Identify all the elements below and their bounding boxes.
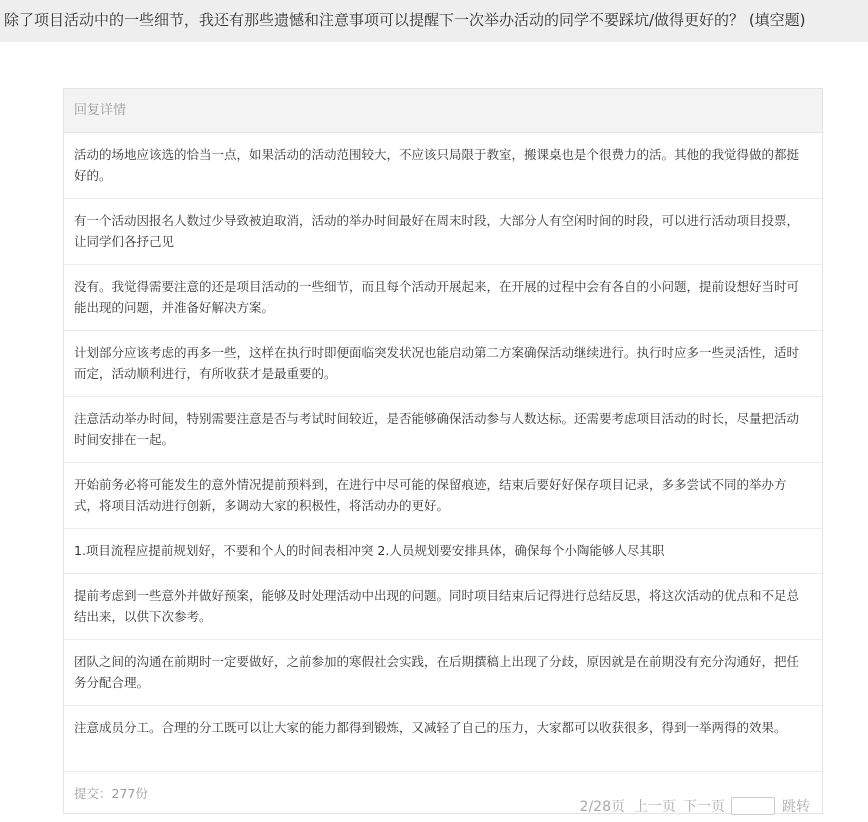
panel-title: 回复详情: [64, 89, 822, 133]
page-indicator: 2/28页: [579, 799, 625, 815]
panel-footer: [64, 772, 822, 816]
next-page-link[interactable]: 下一页: [683, 799, 725, 815]
reply-item: 团队之间的沟通在前期时一定要做好，之前参加的寒假社会实践，在后期撰稿上出现了分歧，原因就是在前期没有充分沟通好，把任务分配合理。: [64, 640, 822, 706]
submission-count: 提交：277份: [74, 786, 148, 801]
page-jump-input[interactable]: [731, 797, 775, 815]
reply-item: 有一个活动因报名人数过少导致被迫取消，活动的举办时间最好在周末时段，大部分人有空闲时间的时段，可以进行活动项目投票，让同学们各抒己见: [64, 199, 822, 265]
jump-button[interactable]: 跳转: [782, 799, 810, 815]
reply-item: 注意成员分工。合理的分工既可以让大家的能力都得到锻炼，又减轻了自己的压力，大家都可以收获很多，得到一举两得的效果。: [64, 706, 822, 772]
reply-item: 开始前务必将可能发生的意外情况提前预料到，在进行中尽可能的保留痕迹，结束后要好好保存项目记录，多多尝试不同的举办方式，将项目活动进行创新，多调动大家的积极性，将活动办的更好。: [64, 463, 822, 529]
reply-item: 注意活动举办时间，特别需要注意是否与考试时间较近，是否能够确保活动参与人数达标。还需要考虑项目活动的时长，尽量把活动时间安排在一起。: [64, 397, 822, 463]
prev-page-link[interactable]: 上一页: [634, 799, 676, 815]
reply-item: 活动的场地应该选的恰当一点，如果活动的活动范围较大，不应该只局限于教室，搬课桌也是个很费力的活。其他的我觉得做的都挺好的。: [64, 133, 822, 199]
reply-item: 计划部分应该考虑的再多一些，这样在执行时即便面临突发状况也能启动第二方案确保活动继续进行。执行时应多一些灵活性，适时而定，活动顺利进行，有所收获才是最重要的。: [64, 331, 822, 397]
reply-item: 提前考虑到一些意外并做好预案，能够及时处理活动中出现的问题。同时项目结束后记得进行总结反思，将这次活动的优点和不足总结出来，以供下次参考。: [64, 574, 822, 640]
question-title: 除了项目活动中的一些细节，我还有那些遗憾和注意事项可以提醒下一次举办活动的同学不要踩坑/做得更好的？ (填空题): [0, 0, 868, 42]
reply-item: 1.项目流程应提前规划好，不要和个人的时间表相冲突 2.人员规划要安排具体，确保每个小陶能够人尽其职: [64, 529, 822, 574]
reply-details-panel: [63, 88, 823, 814]
reply-item: 没有。我觉得需要注意的还是项目活动的一些细节，而且每个活动开展起来，在开展的过程中会有各自的小问题，提前设想好当时可能出现的问题，并准备好解决方案。: [64, 265, 822, 331]
reply-list: [64, 133, 822, 772]
pagination: [580, 796, 814, 816]
